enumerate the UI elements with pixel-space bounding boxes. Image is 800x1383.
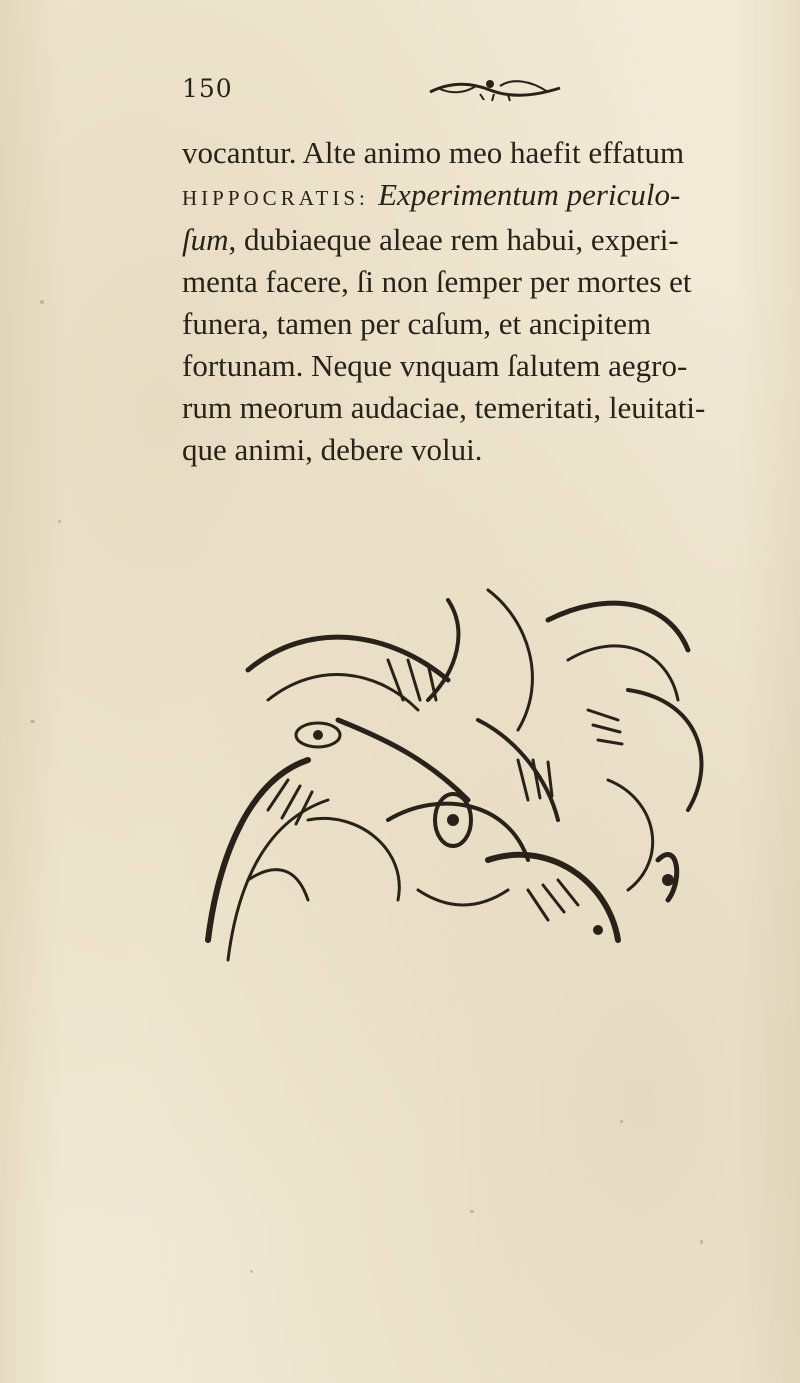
paper-speck [250, 1270, 253, 1273]
text-run: Experimentum periculo- [378, 177, 681, 212]
text-run: menta facere, ſi non ſemper per mortes et [182, 264, 692, 299]
paper-speck [58, 520, 61, 523]
text-run: ſum [182, 222, 229, 257]
text-run: rum meorum audaciae, temeritati, leuitati- [182, 390, 706, 425]
text-line [182, 261, 782, 303]
author-name: HIPPOCRATIS: [182, 186, 379, 210]
text-line [182, 132, 782, 174]
text-run: vocantur. Alte animo meo haefit effatum [182, 135, 685, 170]
text-line [182, 303, 782, 345]
text-line [182, 174, 782, 219]
paper-speck [470, 1210, 474, 1213]
text-line [182, 429, 782, 471]
text-run: fortunam. Neque vnquam ſalutem aegro- [182, 348, 688, 383]
paper-speck [700, 1240, 703, 1244]
paper-speck [620, 1120, 623, 1123]
text-run: , dubiaeque aleae rem habui, experi- [228, 222, 679, 257]
page-number: 150 [182, 74, 233, 103]
paper-speck [30, 720, 35, 723]
text-line [182, 345, 782, 387]
text-line [182, 219, 782, 261]
body-text [182, 132, 782, 471]
head-ornament-icon [420, 74, 570, 104]
text-run: funera, tamen per caſum, et ancipitem [182, 306, 652, 341]
text-run: que animi, debere volui. [182, 432, 483, 467]
floral-tailpiece-icon [188, 560, 728, 980]
text-line [182, 387, 782, 429]
paper-speck [40, 300, 44, 304]
